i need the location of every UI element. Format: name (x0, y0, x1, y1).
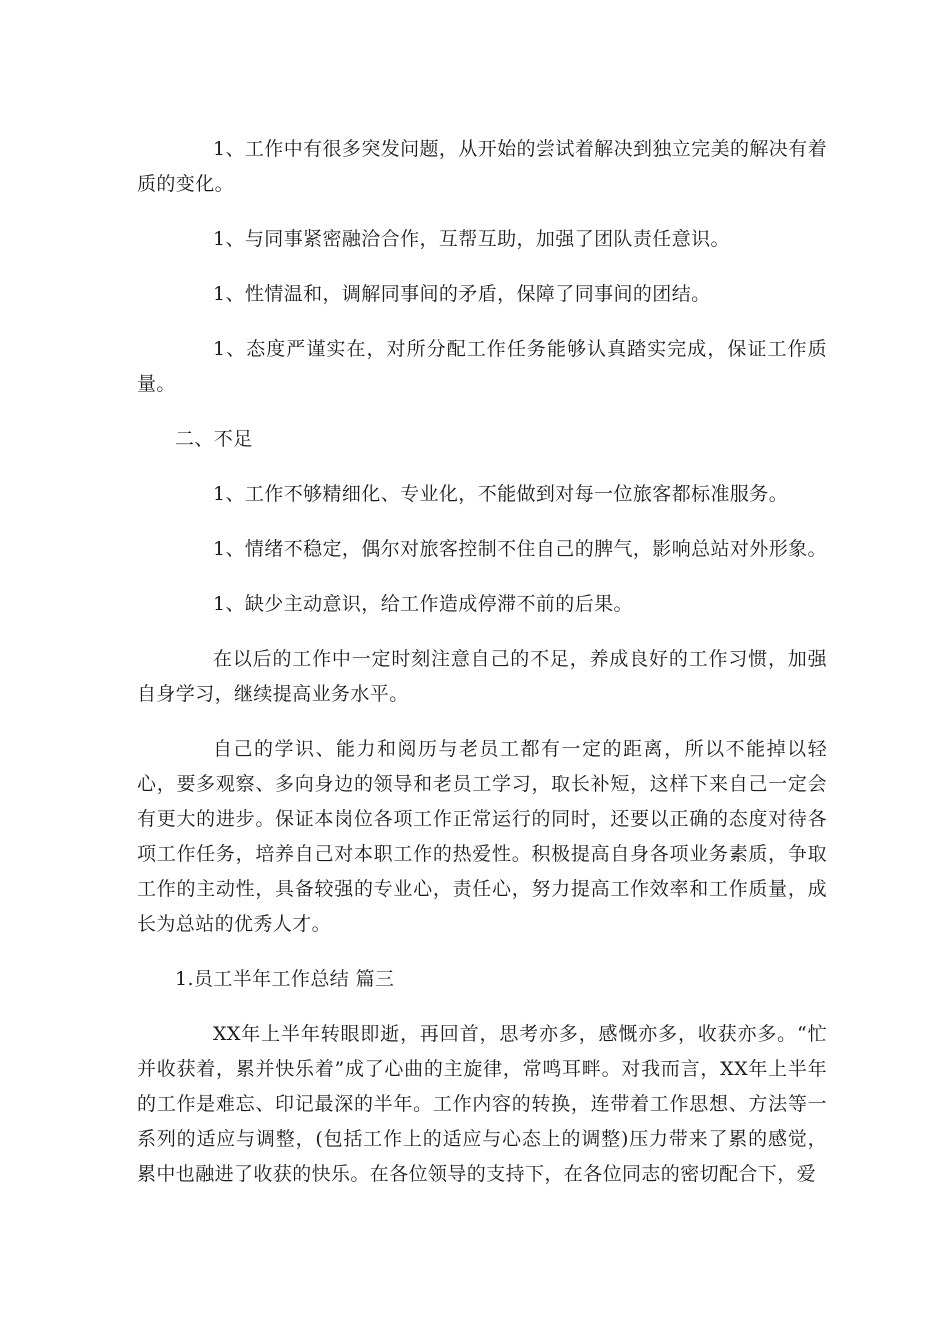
section-heading-part-three: 1.员工半年工作总结 篇三 (175, 968, 395, 990)
paragraph-achievement-3: 1、性情温和，调解同事间的矛盾，保障了同事间的团结。 (213, 283, 711, 305)
document-body (137, 132, 827, 1212)
paragraph-shortcoming-3: 1、缺少主动意识，给工作造成停滞不前的后果。 (213, 593, 633, 615)
paragraph-shortcoming-2: 1、情绪不稳定，偶尔对旅客控制不住自己的脾气，影响总站对外形象。 (213, 538, 827, 560)
paragraph-conclusion: 自己的学识、能力和阅历与老员工都有一定的距离，所以不能掉以轻心，要多观察、多向身边的领导和老员工学习，取长补短，这样下来自己一定会有更大的进步。保证本岗位各项工作正常运行的同时，还要以正确的态度对待各项工作任务，培养自己对本职工作的热爱性。积极提高自身各项业务素质，争取工作的主动性，具备较强的专业心，责任心，努力提高工作效率和工作质量，成长为总站的优秀人才。 (137, 738, 827, 935)
paragraph-part-three-intro: XX年上半年转眼即逝，再回首，思考亦多，感慨亦多，收获亦多。“忙并收获着，累并快乐着”成了心曲的主旋律，常鸣耳畔。对我而言，XX年上半年的工作是难忘、印记最深的半年。工作内容的转换，连带着工作思想、方法等一系列的适应与调整，(包括工作上的适应与心态上的调整)压力带来了累的感觉，累中也融进了收获的快乐。在各位领导的支持下，在各位同志的密切配合下，爱 (137, 1023, 827, 1185)
paragraph-improvement: 在以后的工作中一定时刻注意自己的不足，养成良好的工作习惯，加强自身学习，继续提高业务水平。 (137, 648, 827, 705)
paragraph-achievement-4: 1、态度严谨实在，对所分配工作任务能够认真踏实完成，保证工作质量。 (137, 338, 827, 395)
paragraph-achievement-1: 1、工作中有很多突发问题，从开始的尝试着解决到独立完美的解决有着质的变化。 (137, 138, 827, 195)
section-heading-shortcomings: 二、不足 (175, 428, 253, 450)
paragraph-achievement-2: 1、与同事紧密融洽合作，互帮互助，加强了团队责任意识。 (213, 228, 730, 250)
paragraph-shortcoming-1: 1、工作不够精细化、专业化，不能做到对每一位旅客都标准服务。 (213, 483, 789, 505)
